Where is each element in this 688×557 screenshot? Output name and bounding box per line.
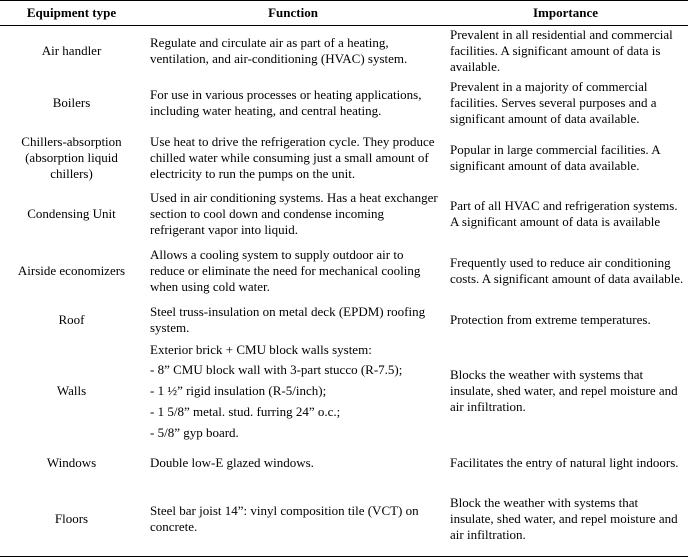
importance-cell: Protection from extreme temperatures. xyxy=(450,311,651,327)
function-cell xyxy=(143,340,443,443)
importance-cell: Prevalent in all residential and commercial facilities. A significant amount of data is available. xyxy=(450,26,673,74)
equipment-type-cell: Airside economizers xyxy=(17,263,126,278)
table-row-windows xyxy=(0,443,688,483)
equipment-type-cell: Boilers xyxy=(52,95,91,110)
table-row-air-handler xyxy=(0,26,688,76)
equipment-type-cell: Roof xyxy=(58,311,85,327)
table-row-boilers xyxy=(0,76,688,131)
list-item: - 5/8” gyp board. xyxy=(150,424,239,440)
table-row-floors xyxy=(0,483,688,557)
walls-spec-list xyxy=(150,362,439,441)
importance-cell: Prevalent in a majority of commercial facilities. Serves several purposes and a significant amount of data available. xyxy=(450,79,657,126)
function-cell: Use heat to drive the refrigeration cycle. They produce chilled water while consuming just a small amount of electricity to run the pumps on the unit. xyxy=(150,134,435,181)
function-cell: Steel bar joist 14”: vinyl composition tile (VCT) on concrete. xyxy=(143,483,443,557)
function-cell: For use in various processes or heating applications, including water heating, and central heating. xyxy=(150,87,422,118)
equipment-type-cell: Air handler xyxy=(41,42,102,58)
equipment-type-cell: Walls xyxy=(56,383,87,398)
walls-system-lead: Exterior brick + CMU block walls system: xyxy=(150,341,372,357)
equipment-type-cell: Windows xyxy=(46,454,97,470)
table-row-airside-economizers xyxy=(0,243,688,300)
importance-cell: Frequently used to reduce air conditioning costs. A significant amount of data available. xyxy=(450,255,684,286)
importance-cell: Blocks the weather with systems that insulate, shed water, and repel moisture and air infiltration. xyxy=(450,367,678,414)
importance-cell: Popular in large commercial facilities. A significant amount of data available. xyxy=(450,142,660,173)
equipment-type-cell: Floors xyxy=(0,483,143,557)
function-cell: Allows a cooling system to supply outdoor air to reduce or eliminate the need for mechanical cooling when using cold water. xyxy=(150,247,421,294)
header-row xyxy=(0,1,688,26)
list-item: - 1 ½” rigid insulation (R-5/inch); xyxy=(150,382,327,398)
header-function: Function xyxy=(143,1,443,26)
function-cell: Used in air conditioning systems. Has a heat exchanger section to cool down and condense incoming refrigerant vapor into liquid. xyxy=(150,190,438,237)
importance-cell: Part of all HVAC and refrigeration systems. A significant amount of data is available xyxy=(450,198,678,229)
equipment-type-cell: Chillers-absorption (absorption liquid chillers) xyxy=(21,134,122,181)
function-cell: Steel truss-insulation on metal deck (EPDM) roofing system. xyxy=(150,303,426,335)
header-importance: Importance xyxy=(443,1,688,26)
equipment-type-cell: Condensing Unit xyxy=(27,206,116,221)
header-equipment-type: Equipment type xyxy=(0,1,143,26)
list-item: - 8” CMU block wall with 3-part stucco (R-7.5); xyxy=(150,361,403,377)
function-cell: Regulate and circulate air as part of a heating, ventilation, and air-conditioning (HVAC) system. xyxy=(150,34,408,66)
table-row-chillers-absorption xyxy=(0,131,688,186)
table-row-roof xyxy=(0,300,688,340)
table-row-walls xyxy=(0,340,688,443)
table-row-condensing-unit xyxy=(0,186,688,243)
list-item: - 1 5/8” metal. stud. furring 24” o.c.; xyxy=(150,403,341,419)
importance-cell: Facilitates the entry of natural light indoors. xyxy=(450,454,679,470)
importance-cell: Block the weather with systems that insulate, shed water, and repel moisture and air infiltration. xyxy=(443,483,688,557)
function-cell: Double low-E glazed windows. xyxy=(150,454,314,470)
